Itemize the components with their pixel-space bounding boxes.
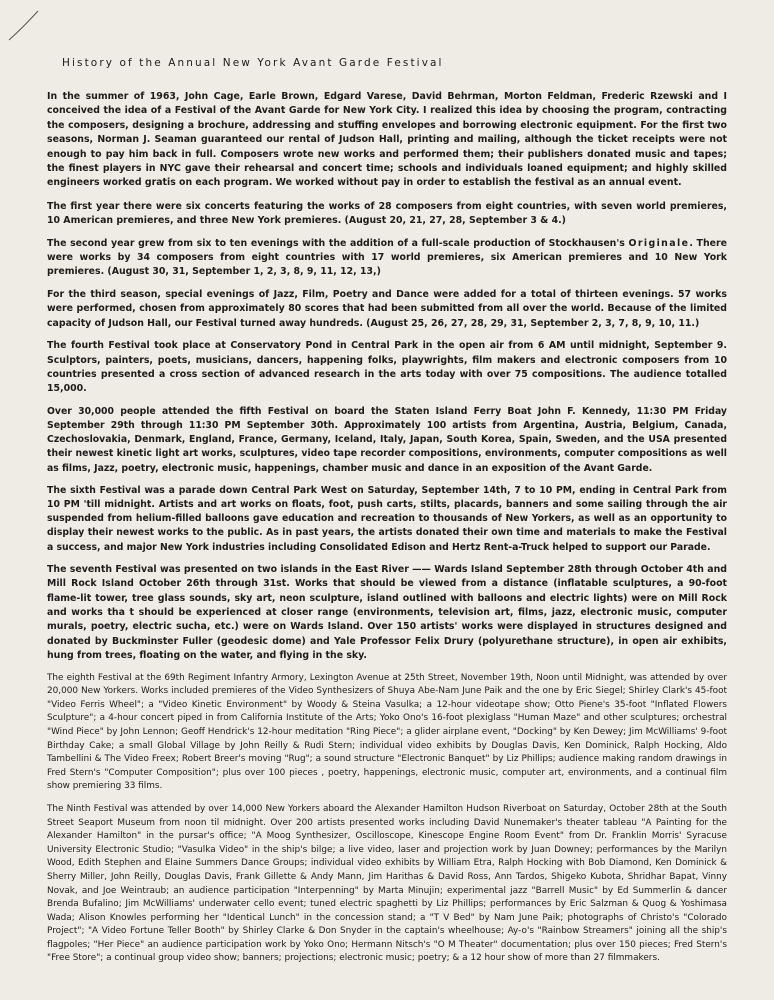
document-body — [47, 90, 727, 966]
originale-title: Originale — [628, 237, 690, 249]
paragraph-10: The Ninth Festival was attended by over 14,000 New Yorkers aboard the Alexander Hamilton Hudson Riverboat on Saturday, October 28th at the South Street Seaport Museum from noon til midnight. Over 200 artists presented works including David Nunemaker's theater tableau "A Painting for the Alexander Hamilton" in the pursar's office; "A Moog Synthesizer, Oscilloscope, Kinescope Engine Room Event" from Dr. Franklin Morris' Syracuse University Electronic Studio; "Vasulka Video" in the ship's bilge; a live video, laser and projection work by Juan Downey; performances by the Marilyn Wood, Edith Stephen and Elaine Summers Dance Groups; individual video exhibits by William Etra, Ralph Hocking with Bob Diamond, Ken Dominick & Sherry Miller, John Reilly, Douglas Davis, Frank Gillette & Andy Mann, Jim Harithas & David Ross, Ann Tardos, Shigeko Kubota, Shridhar Bapat, Vinny Novak, and Joe Weintraub; an audience participation "Interpenning" by Marta Minujin; experimental jazz "Barrell Music" by Ed Summerlin & dancer Brenda Bufalino; Jim McWilliams' underwater cello event; tuned electric spaghetti by Liz Phillips; performances by Eric Salzman & Quog & Yoshimasa Wada; Alison Knowles performing her "Identical Lunch" in the concession stand; a "T V Bed" by Nam June Paik; photographs of Christo's "Colorado Project"; "A Video Fortune Teller Booth" by Shirley Clarke & Don Snyder in the captain's wheelhouse; Ay-o's "Rainbow Streamers" joining all the ship's flagpoles; "Her Piece" an audience participation work by Yoko Ono; Hermann Nitsch's "O M Theater" documentation; plus over 150 pieces; Fred Stern's "Free Store"; a continual group video show; banners; projections; electronic music; poetry; & a 12 hour show of more than 27 filmmakers. — [47, 803, 727, 964]
document-title: History of the Annual New York Avant Garde Festival — [62, 57, 444, 69]
paragraph-4: For the third season, special evenings of Jazz, Film, Poetry and Dance were added for a total of thirteen evenings. 57 works were performed, chosen from approximately 80 scores that had been submitted from all over the world. Because of the limited capacity of Judson Hall, our Festival turned away hundreds. (August 25, 26, 27, 28, 29, 31, September 2, 3, 7, 8, 9, 10, 11.) — [47, 288, 727, 329]
paragraph-2: The first year there were six concerts featuring the works of 28 composers from eight countries, with seven world premieres, 10 American premieres, and three New York premieres. (August 20, 21, 27, 28, September 3 & 4.) — [47, 200, 727, 227]
paragraph-8: The seventh Festival was presented on two islands in the East River —— Wards Island September 28th through October 4th and Mill Rock Island October 26th through 31st. Works that should be viewed from a distance (inflatable sculptures, a 90-foot flame-lit tower, tree glass sounds, sky art, neon sculpture, island outlined with balloons and electric lights) were on Mill Rock and works tha t should be experienced at closer range (environments, television art, films, jazz, electronic music, computer murals, poetry, electric sucha, etc.) were on Wards Island. Over 150 artists' works were displayed in structures designed and donated by Buckminster Fuller (geodesic dome) and Yale Professor Felix Drury (polyurethane structure), in open air exhibits, hung from trees, floating on the water, and flying in the sky. — [47, 563, 727, 662]
paragraph-5: The fourth Festival took place at Conservatory Pond in Central Park in the open air from 6 AM until midnight, September 9. Sculptors, painters, poets, musicians, dancers, happening folks, playwrights, film makers and electronic composers from 10 countries presented a cross section of advanced research in the arts today with over 75 compositions. The audience totalled 15,000. — [47, 340, 727, 395]
paragraph-7: The sixth Festival was a parade down Central Park West on Saturday, September 14th, 7 to 10 PM, ending in Central Park from 10 PM 'till midnight. Artists and art works on floats, foot, push carts, stilts, placards, banners and some sailing through the air suspended from helium-filled balloons gave education and recreation to thousands of New Yorkers, as well as an opportunity to display their newest works to the public. As in past years, the artists donated their own time and materials to make the Festival a success, and major New York industries including Consolidated Edison and Hertz Rent-a-Truck helped to support our Parade. — [47, 484, 727, 553]
paragraph-6: Over 30,000 people attended the fifth Festival on board the Staten Island Ferry Boat John F. Kennedy, 11:30 PM Friday September 29th through 11:30 PM September 30th. Approximately 100 artists from Argentina, Austria, Belgium, Canada, Czechoslovakia, Denmark, England, France, Germany, Iceland, Italy, Japan, South Korea, Spain, Sweden, and the USA presented their newest kinetic light art works, sculptures, video tape recorder compositions, environments, computer compositions as well as films, Jazz, poetry, electronic music, happenings, chamber music and dance in an exposition of the Avant Garde. — [47, 405, 727, 474]
paragraph-3 — [47, 237, 727, 280]
paragraph-1: In the summer of 1963, John Cage, Earle Brown, Edgard Varese, David Behrman, Morton Feldman, Frederic Rzewski and I conceived the idea of a Festival of the Avant Garde for New York City. I realized this idea by choosing the program, contracting the composers, designing a brochure, addressing and stuffing envelopes and borrowing electronic equipment. For the first two seasons, Norman J. Seaman guaranteed our rental of Judson Hall, printing and mailing, although the ticket receipts were not enough to pay him back in full. Composers wrote new works and performed them; their publishers donated music and tapes; the finest players in NYC gave their rehearsal and concert time; schools and individuals loaned equipment; and highly skilled engineers worked gratis on each program. We worked without pay in order to establish the festival as an annual event. — [47, 91, 727, 189]
paragraph-3-rest: . There were works by 34 composers from eight countries with 17 world premieres, six American premieres and 10 New York premieres. (August 30, 31, September 1, 2, 3, 8, 9, 11, 12, 13,) — [47, 237, 727, 278]
pen-mark-icon — [6, 6, 46, 46]
paragraph-3-intro: The second year grew from six to ten evenings with the addition of a full-scale production of Stockhausen's — [47, 237, 629, 249]
paragraph-9: The eighth Festival at the 69th Regiment Infantry Armory, Lexington Avenue at 25th Street, November 19th, Noon until Midnight, was attended by over 20,000 New Yorkers. Works included premieres of the Video Synthesizers of Shuya Abe-Nam June Paik and the one by Eric Siegel; Shirley Clark's 45-foot "Video Ferris Wheel"; a "Video Kinetic Environment" by Woody & Steina Vasulka; a 12-hour videotape show; Otto Piene's 35-foot "Inflated Flowers Sculpture"; a 4-hour concert piped in from California Institute of the Arts; Yoko Ono's 16-foot plexiglass "Human Maze" and other sculptures; orchestral "Wind Piece" by John Lennon; Geoff Hendrick's 12-hour meditation "Ring Piece"; a glider airplane event, "Docking" by Ken Dewey; Jim McWilliams' 9-foot Birthday Cake; a small Global Village by John Reilly & Rudi Stern; individual video exhibits by Douglas Davis, Ken Dominick, Ralph Hocking, Aldo Tambellini & The Video Freex; Robert Breer's moving "Rug"; a sound structure "Electronic Banquet" by Liz Phillips; audience making random drawings in Fred Stern's "Computer Composition"; plus over 100 pieces , poetry, happenings, electronic music, computer art, environments, and a continual film show premiering 33 films. — [47, 672, 727, 792]
